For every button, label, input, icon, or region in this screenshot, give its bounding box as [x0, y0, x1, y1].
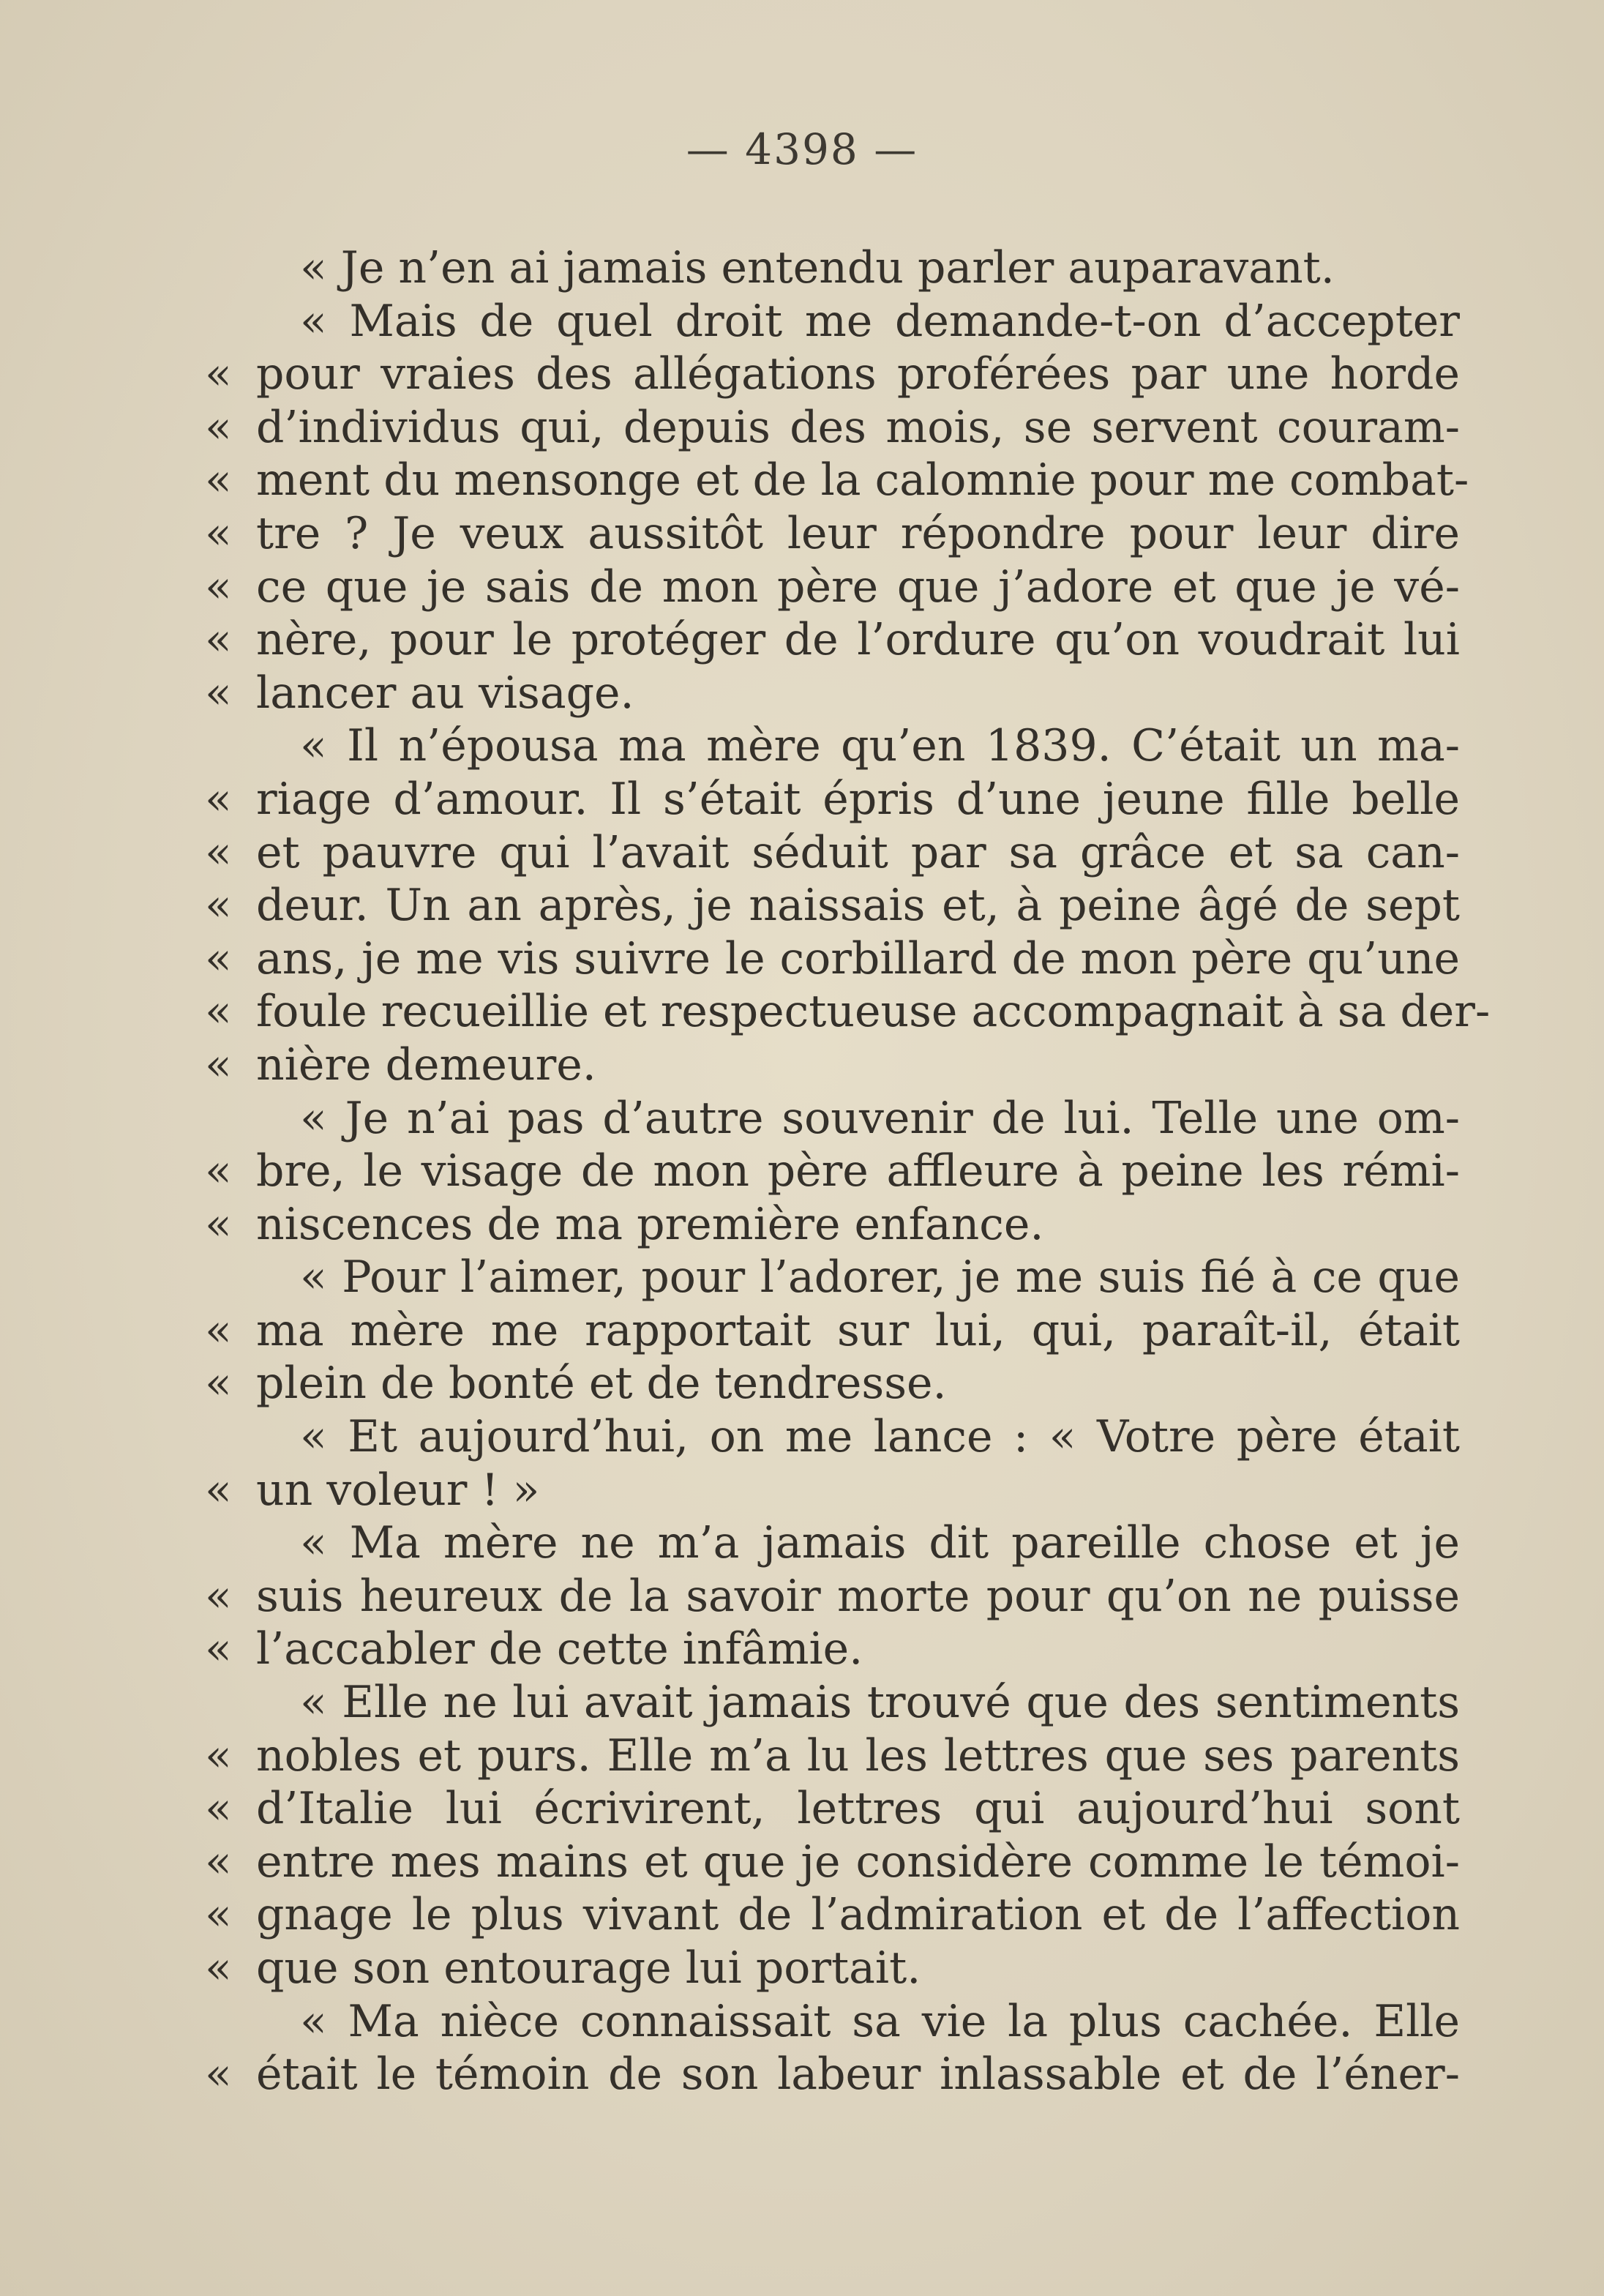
line-text: plein de bonté et de tendresse.: [256, 1358, 947, 1410]
line-text: nobles et purs. Elle m’a lu les lettres que ses parents: [256, 1730, 1460, 1781]
continuation-guillemet: «: [205, 1039, 232, 1091]
line-text: un voleur ! »: [256, 1464, 540, 1516]
line-text: « Je n’ai pas d’autre souvenir de lui. Telle une om-: [300, 1092, 1460, 1144]
text-line: [205, 879, 1464, 932]
line-text: « Elle ne lui avait jamais trouvé que des sentiments: [300, 1677, 1460, 1729]
line-text: « Il n’épousa ma mère qu’en 1839. C’était un ma-: [300, 720, 1460, 772]
line-text: l’accabler de cette infâmie.: [256, 1623, 863, 1675]
text-line: [205, 401, 1464, 455]
text-line: [205, 295, 1464, 348]
line-text: riage d’amour. Il s’était épris d’une jeune fille belle: [256, 773, 1460, 825]
continuation-guillemet: «: [205, 401, 232, 453]
text-line: [205, 1623, 1464, 1676]
continuation-guillemet: «: [205, 1570, 232, 1622]
text-line: [205, 1517, 1464, 1570]
line-text: « Pour l’aimer, pour l’adorer, je me suis fié à ce que: [300, 1252, 1460, 1304]
line-text: entre mes mains et que je considère comme le témoi-: [256, 1836, 1460, 1888]
line-text: bre, le visage de mon père affleure à peine les rémi-: [256, 1145, 1460, 1197]
text-line: [205, 1676, 1464, 1730]
text-body: [205, 242, 1491, 2101]
continuation-guillemet: «: [205, 507, 232, 559]
continuation-guillemet: «: [205, 986, 232, 1038]
text-line: [205, 1464, 1464, 1517]
line-text: foule recueillie et respectueuse accompagnait à sa der-: [256, 986, 1491, 1038]
page-number: — 4398 —: [686, 124, 918, 174]
line-text: ce que je sais de mon père que j’adore et que je vé-: [256, 561, 1460, 613]
continuation-guillemet: «: [205, 1889, 232, 1941]
line-text: niscences de ma première enfance.: [256, 1198, 1044, 1250]
text-line: [205, 1942, 1464, 1995]
continuation-guillemet: «: [205, 1942, 232, 1994]
continuation-guillemet: «: [205, 1145, 232, 1197]
continuation-guillemet: «: [205, 826, 232, 878]
line-text: tre ? Je veux aussitôt leur répondre pour leur dire: [256, 507, 1460, 559]
text-line: [205, 1039, 1464, 1092]
continuation-guillemet: «: [205, 667, 232, 719]
continuation-guillemet: «: [205, 880, 232, 932]
continuation-guillemet: «: [205, 1464, 232, 1516]
text-line: [205, 667, 1464, 720]
text-line: [205, 1092, 1464, 1145]
line-text: suis heureux de la savoir morte pour qu’on ne puisse: [256, 1570, 1460, 1622]
continuation-guillemet: «: [205, 1730, 232, 1781]
text-line: [205, 613, 1464, 667]
line-text: « Ma mère ne m’a jamais dit pareille chose et je: [300, 1517, 1460, 1569]
line-text: lancer au visage.: [256, 667, 634, 719]
line-text: ans, je me vis suivre le corbillard de mon père qu’une: [256, 932, 1460, 984]
text-line: [205, 561, 1464, 614]
continuation-guillemet: «: [205, 348, 232, 400]
text-line: [205, 1145, 1464, 1198]
continuation-guillemet: «: [205, 1358, 232, 1410]
text-line: [205, 1730, 1464, 1783]
line-text: gnage le plus vivant de l’admiration et de l’affection: [256, 1889, 1460, 1941]
text-line: [205, 1888, 1464, 1942]
text-line: [205, 985, 1491, 1039]
line-text: « Je n’en ai jamais entendu parler auparavant.: [300, 242, 1335, 293]
line-text: nère, pour le protéger de l’ordure qu’on voudrait lui: [256, 614, 1460, 666]
text-line: [205, 1836, 1464, 1889]
text-line: [205, 826, 1464, 880]
line-text: ma mère me rapportait sur lui, qui, paraît-il, était: [256, 1304, 1460, 1356]
line-text: ment du mensonge et de la calomnie pour me combat-: [256, 455, 1469, 506]
continuation-guillemet: «: [205, 1783, 232, 1835]
line-text: que son entourage lui portait.: [256, 1942, 921, 1994]
line-text: « Et aujourd’hui, on me lance : « Votre père était: [300, 1411, 1460, 1463]
line-text: pour vraies des allégations proférées par une horde: [256, 348, 1460, 400]
continuation-guillemet: «: [205, 455, 232, 506]
text-line: [205, 1570, 1464, 1623]
text-line: [205, 1410, 1464, 1464]
line-text: d’Italie lui écrivirent, lettres qui aujourd’hui sont: [256, 1783, 1460, 1835]
text-line: [205, 1198, 1464, 1252]
text-line: [205, 1357, 1464, 1410]
continuation-guillemet: «: [205, 2049, 232, 2101]
line-text: deur. Un an après, je naissais et, à peine âgé de sept: [256, 880, 1460, 932]
text-line: [205, 242, 1464, 295]
continuation-guillemet: «: [205, 614, 232, 666]
text-line: [205, 348, 1464, 401]
continuation-guillemet: «: [205, 773, 232, 825]
continuation-guillemet: «: [205, 1304, 232, 1356]
text-line: [205, 454, 1469, 507]
continuation-guillemet: «: [205, 1198, 232, 1250]
text-line: [205, 1251, 1464, 1304]
text-line: [205, 719, 1464, 773]
text-line: [205, 1782, 1464, 1836]
text-line: [205, 932, 1464, 986]
text-line: [205, 507, 1464, 561]
text-line: [205, 2048, 1464, 2101]
text-line: [205, 1995, 1464, 2049]
line-text: nière demeure.: [256, 1039, 596, 1091]
line-text: « Ma nièce connaissait sa vie la plus cachée. Elle: [300, 1995, 1460, 2047]
line-text: d’individus qui, depuis des mois, se servent couram-: [256, 401, 1460, 453]
continuation-guillemet: «: [205, 561, 232, 613]
continuation-guillemet: «: [205, 932, 232, 984]
continuation-guillemet: «: [205, 1623, 232, 1675]
text-line: [205, 773, 1464, 826]
continuation-guillemet: «: [205, 1836, 232, 1888]
line-text: était le témoin de son labeur inlassable et de l’éner-: [256, 2049, 1460, 2101]
line-text: « Mais de quel droit me demande-t-on d’accepter: [300, 295, 1460, 347]
line-text: et pauvre qui l’avait séduit par sa grâce et sa can-: [256, 826, 1460, 878]
text-line: [205, 1304, 1464, 1358]
